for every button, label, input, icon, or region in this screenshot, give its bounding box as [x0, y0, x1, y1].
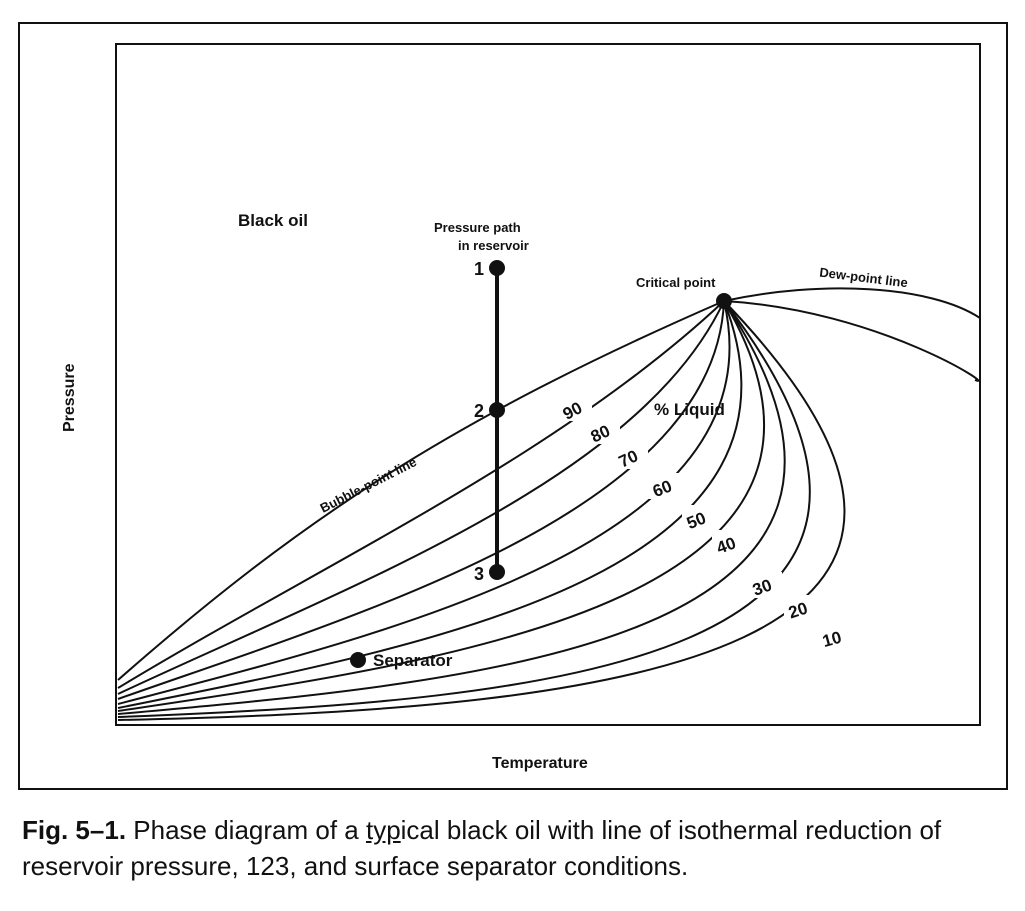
quality-label-90: 90	[559, 398, 586, 424]
point-2-label: 2	[474, 401, 485, 421]
point-2-marker	[489, 402, 505, 418]
point-1-marker	[489, 260, 505, 276]
dew-point-line	[724, 288, 980, 318]
percent-liquid-label: % Liquid	[654, 400, 725, 419]
quality-line-90	[118, 301, 724, 688]
point-1-label: 1	[474, 259, 485, 279]
dew-point-label: Dew-point line	[818, 264, 909, 291]
separator-marker	[350, 652, 366, 668]
y-axis-label: Pressure	[61, 363, 78, 432]
separator-label: Separator	[373, 651, 453, 670]
bubble-point-line	[118, 301, 724, 680]
caption-fig-number: Fig. 5–1.	[22, 815, 127, 845]
quality-label-70: 70	[615, 446, 642, 472]
x-axis-label: Temperature	[492, 755, 588, 772]
caption-underlined-text: typ	[365, 815, 401, 845]
quality-label-10: 10	[820, 627, 844, 651]
black-oil-label: Black oil	[238, 211, 308, 230]
pressure-path-label-line2: in reservoir	[458, 238, 529, 253]
quality-label-40: 40	[714, 533, 739, 558]
quality-line-60	[118, 301, 730, 704]
caption-text-end: ical black oil with line of isothermal reduction of reservoir pressure, 123, and surface separator conditions.	[22, 815, 942, 881]
pressure-path-label-line1: Pressure path	[434, 220, 521, 235]
point-3-marker	[489, 564, 505, 580]
quality-label-20: 20	[786, 598, 811, 623]
quality-label-80: 80	[587, 421, 614, 447]
critical-point-marker	[716, 293, 732, 309]
point-3-label: 3	[474, 564, 485, 584]
quality-line-50	[118, 301, 741, 708]
figure-caption	[22, 812, 1012, 884]
caption-text-start: Phase diagram of a	[126, 815, 366, 845]
quality-label-60: 60	[649, 476, 675, 502]
quality-label-30: 30	[750, 575, 775, 600]
bubble-point-label: Bubble-point line	[317, 454, 419, 516]
quality-label-50: 50	[683, 508, 709, 534]
critical-point-label: Critical point	[636, 275, 716, 290]
